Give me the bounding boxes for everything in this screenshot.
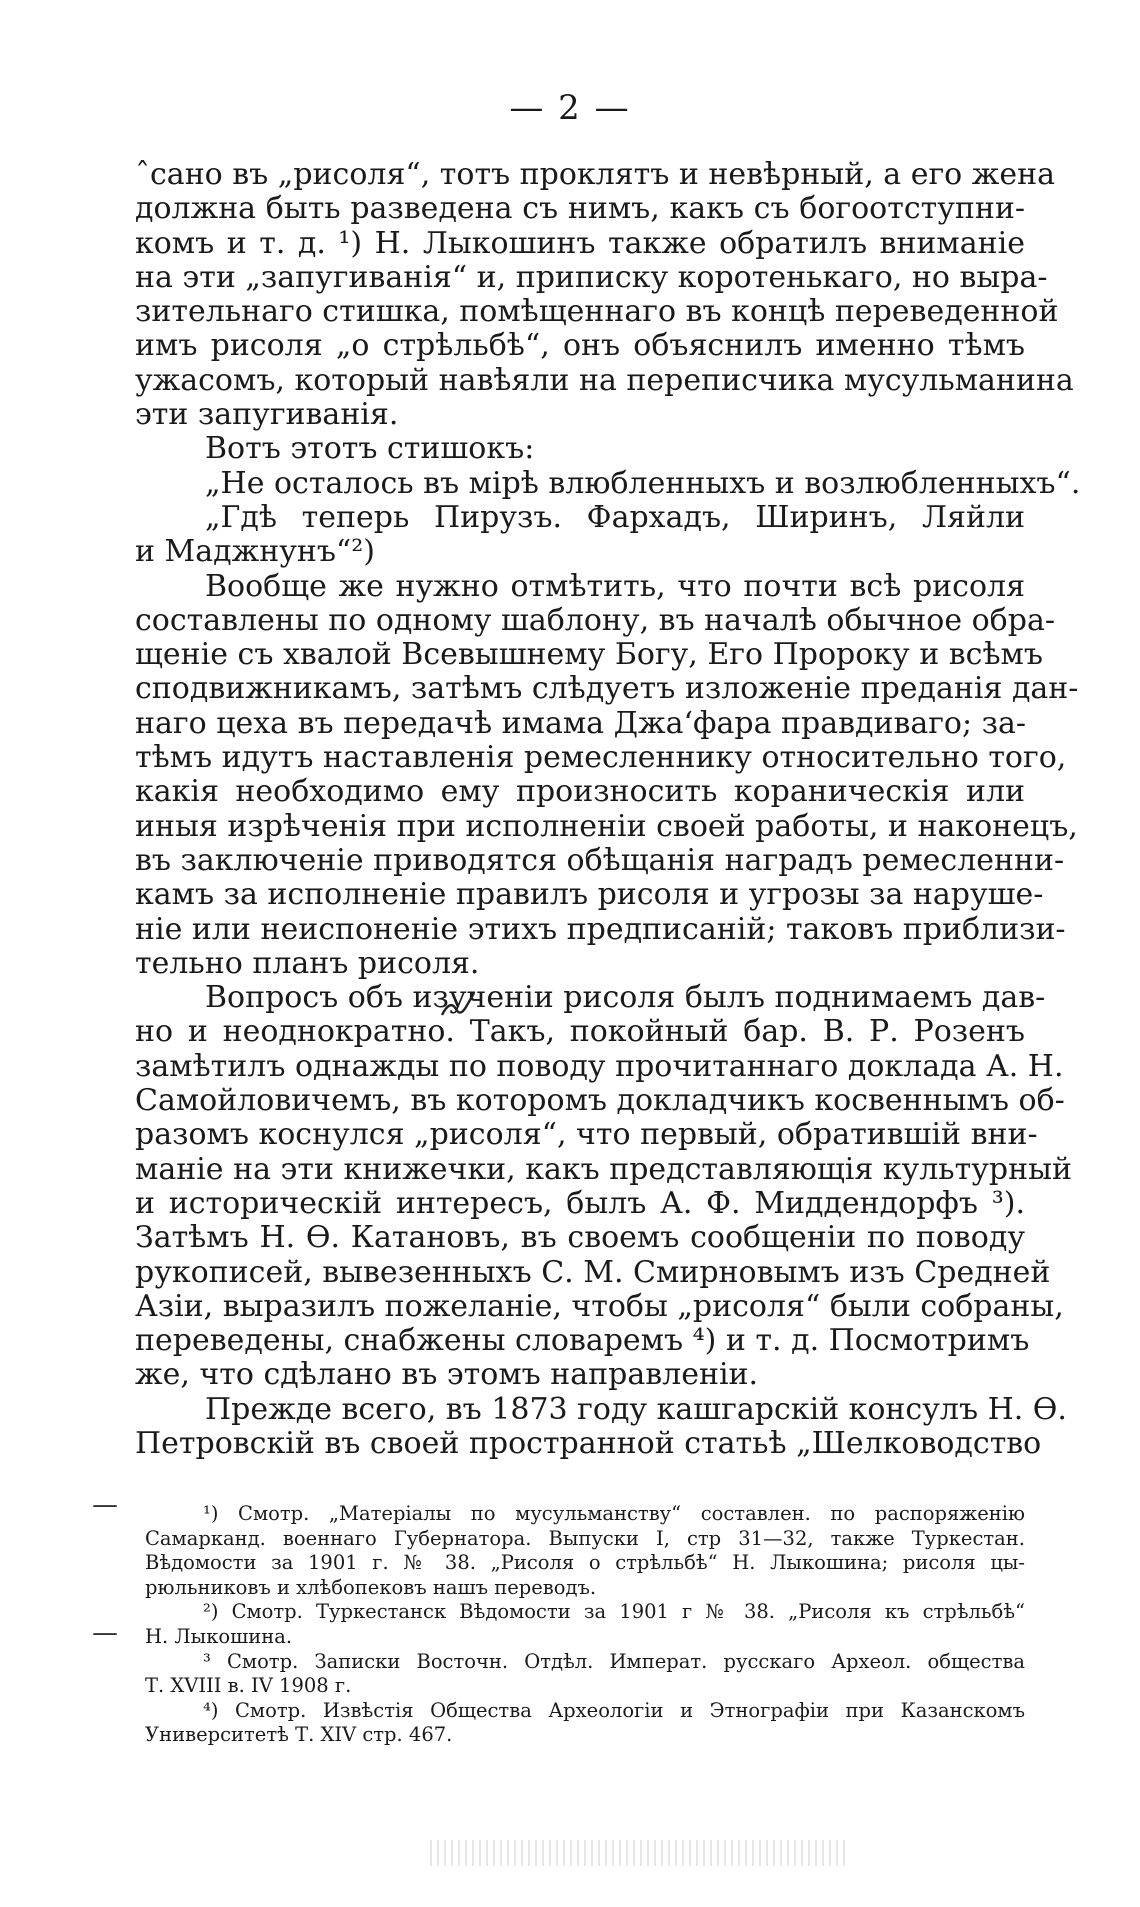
text-line: сподвижникамъ, затѣмъ слѣдуетъ изложеніе преданія дан- bbox=[135, 671, 1079, 707]
text-line: и историческій интересъ, былъ А. Ф. Миддендорфъ ³). bbox=[135, 1185, 1025, 1221]
text-line: щеніе съ хвалой Всевышнему Богу, Его Пророку и всѣмъ bbox=[135, 637, 1043, 673]
footnote-line: Самарканд. военнаго Губернатора. Выпуски I, стр 31—32, также Туркестан. bbox=[145, 1526, 1025, 1550]
text-line: замѣтилъ однажды по поводу прочитаннаго доклада А. Н. bbox=[135, 1048, 1064, 1084]
text-line: должна быть разведена съ нимъ, какъ съ богоотступни- bbox=[135, 191, 1025, 227]
text-line: эти запугиванія. bbox=[135, 397, 399, 433]
text-line: переведены, снабжены словаремъ ⁴) и т. д. Посмотримъ bbox=[135, 1323, 1030, 1359]
text-line: Вообще же нужно отмѣтить, что почти всѣ рисоля bbox=[205, 568, 1025, 604]
footnote-line: Университетѣ Т. XIV стр. 467. bbox=[145, 1723, 453, 1747]
body-text bbox=[135, 157, 1081, 1461]
text-line: Затѣмъ Н. Ѳ. Катановъ, въ своемъ сообщеніи по поводу bbox=[135, 1220, 1025, 1256]
text-line: же, что сдѣлано въ этомъ направленіи. bbox=[135, 1357, 759, 1393]
text-line: камъ за исполненіе правилъ рисоля и угрозы за наруше- bbox=[135, 877, 1044, 913]
text-line: наго цеха въ передачѣ имама Джа‘фара правдиваго; за- bbox=[135, 705, 1027, 741]
margin-dash-mark: — bbox=[92, 1490, 118, 1520]
footnote-line: ⁴) Смотр. Извѣстія Общества Археологіи и Этнографіи при Казанскомъ bbox=[203, 1698, 1025, 1722]
footnote-line: ¹) Смотр. „Матеріалы по мусульманству“ составлен. по распоряженію bbox=[203, 1502, 1025, 1525]
text-line: Самойловичемъ, въ которомъ докладчикъ косвеннымъ об- bbox=[135, 1083, 1065, 1119]
footnote-line: ³ Смотр. Записки Восточн. Отдѣл. Императ. русскаго Археол. общества bbox=[203, 1649, 1025, 1673]
text-line: Прежде всего, въ 1873 году кашгарскій консулъ Н. Ѳ. bbox=[205, 1391, 1067, 1427]
scan-artifact bbox=[430, 1840, 850, 1866]
text-line: въ заключеніе приводятся обѣщанія наградъ ремесленни- bbox=[135, 842, 1065, 878]
text-line: маніе на эти книжечки, какъ представляющія культурный bbox=[135, 1151, 1072, 1187]
footnote-line: Вѣдомости за 1901 г. № 38. „Рисоля о стрѣльбѣ“ Н. Лыкошина; рисоля цы- bbox=[145, 1551, 1025, 1575]
text-line: на эти „запугиванія“ и, приписку коротенькаго, но выра- bbox=[135, 259, 1048, 295]
text-line: „Гдѣ теперь Пирузъ. Фархадъ, Ширинъ, Ляйли bbox=[205, 499, 1025, 535]
text-line: имъ рисоля „о стрѣльбѣ“, онъ объяснилъ именно тѣмъ bbox=[135, 328, 1025, 364]
text-line: комъ и т. д. ¹) Н. Лыкошинъ также обратилъ вниманіе bbox=[135, 225, 1025, 261]
text-line: Азіи, выразилъ пожеланіе, чтобы „рисоля“ были собраны, bbox=[135, 1288, 1064, 1324]
text-line: зительнаго стишка, помѣщеннаго въ концѣ переведенной bbox=[135, 294, 1059, 330]
footnote-line: ²) Смотр. Туркестанск Вѣдомости за 1901 г № 38. „Рисоля къ стрѣльбѣ“ bbox=[203, 1600, 1025, 1624]
insertion-mark bbox=[440, 985, 500, 1025]
text-line: Вопросъ объ изученіи рисоля былъ поднимаемъ дав- bbox=[205, 980, 1046, 1016]
text-line: иныя изрѣченія при исполненіи своей работы, и наконецъ, bbox=[135, 808, 1078, 844]
text-line: какія необходимо ему произносить кораническія или bbox=[135, 774, 1025, 810]
text-line: но и неоднократно. Такъ, покойный бар. В. Р. Розенъ bbox=[135, 1014, 1025, 1050]
text-line: составлены по одному шаблону, въ началѣ обычное обра- bbox=[135, 602, 1055, 638]
page-number: — 2 — bbox=[509, 88, 631, 128]
footnotes bbox=[145, 1502, 1025, 1748]
text-line: Петровскій въ своей пространной статьѣ „Шелководство bbox=[135, 1425, 1042, 1461]
footnote-line: Н. Лыкошина. bbox=[145, 1624, 293, 1648]
text-line: тельно планъ рисоля. bbox=[135, 945, 480, 981]
text-line: ужасомъ, который навѣяли на переписчика мусульманина bbox=[135, 362, 1074, 398]
text-line: Вотъ этотъ стишокъ: bbox=[205, 431, 535, 467]
text-line: ніе или неиспоненіе этихъ предписаній; таковъ приблизи- bbox=[135, 911, 1066, 947]
margin-dash-mark: — bbox=[92, 1618, 118, 1648]
text-line: разомъ коснулся „рисоля“, что первый, обратившій вни- bbox=[135, 1117, 1038, 1153]
text-line: рукописей, вывезенныхъ С. М. Смирновымъ изъ Средней bbox=[135, 1254, 1051, 1290]
footnote-line: Т. XVIII в. IV 1908 г. bbox=[145, 1674, 352, 1698]
text-line: ˆсано въ „рисоля“, тотъ проклятъ и невѣрный, а его жена bbox=[135, 157, 1056, 192]
text-line: и Маджнунъ“²) bbox=[135, 534, 375, 570]
text-line: тѣмъ идутъ наставленія ремесленнику относительно того, bbox=[135, 740, 1067, 776]
text-line: „Не осталось въ мірѣ влюбленныхъ и возлюбленныхъ“. bbox=[205, 465, 1081, 501]
footnote-line: рюльниковъ и хлѣбопековъ нашъ переводъ. bbox=[145, 1575, 597, 1599]
